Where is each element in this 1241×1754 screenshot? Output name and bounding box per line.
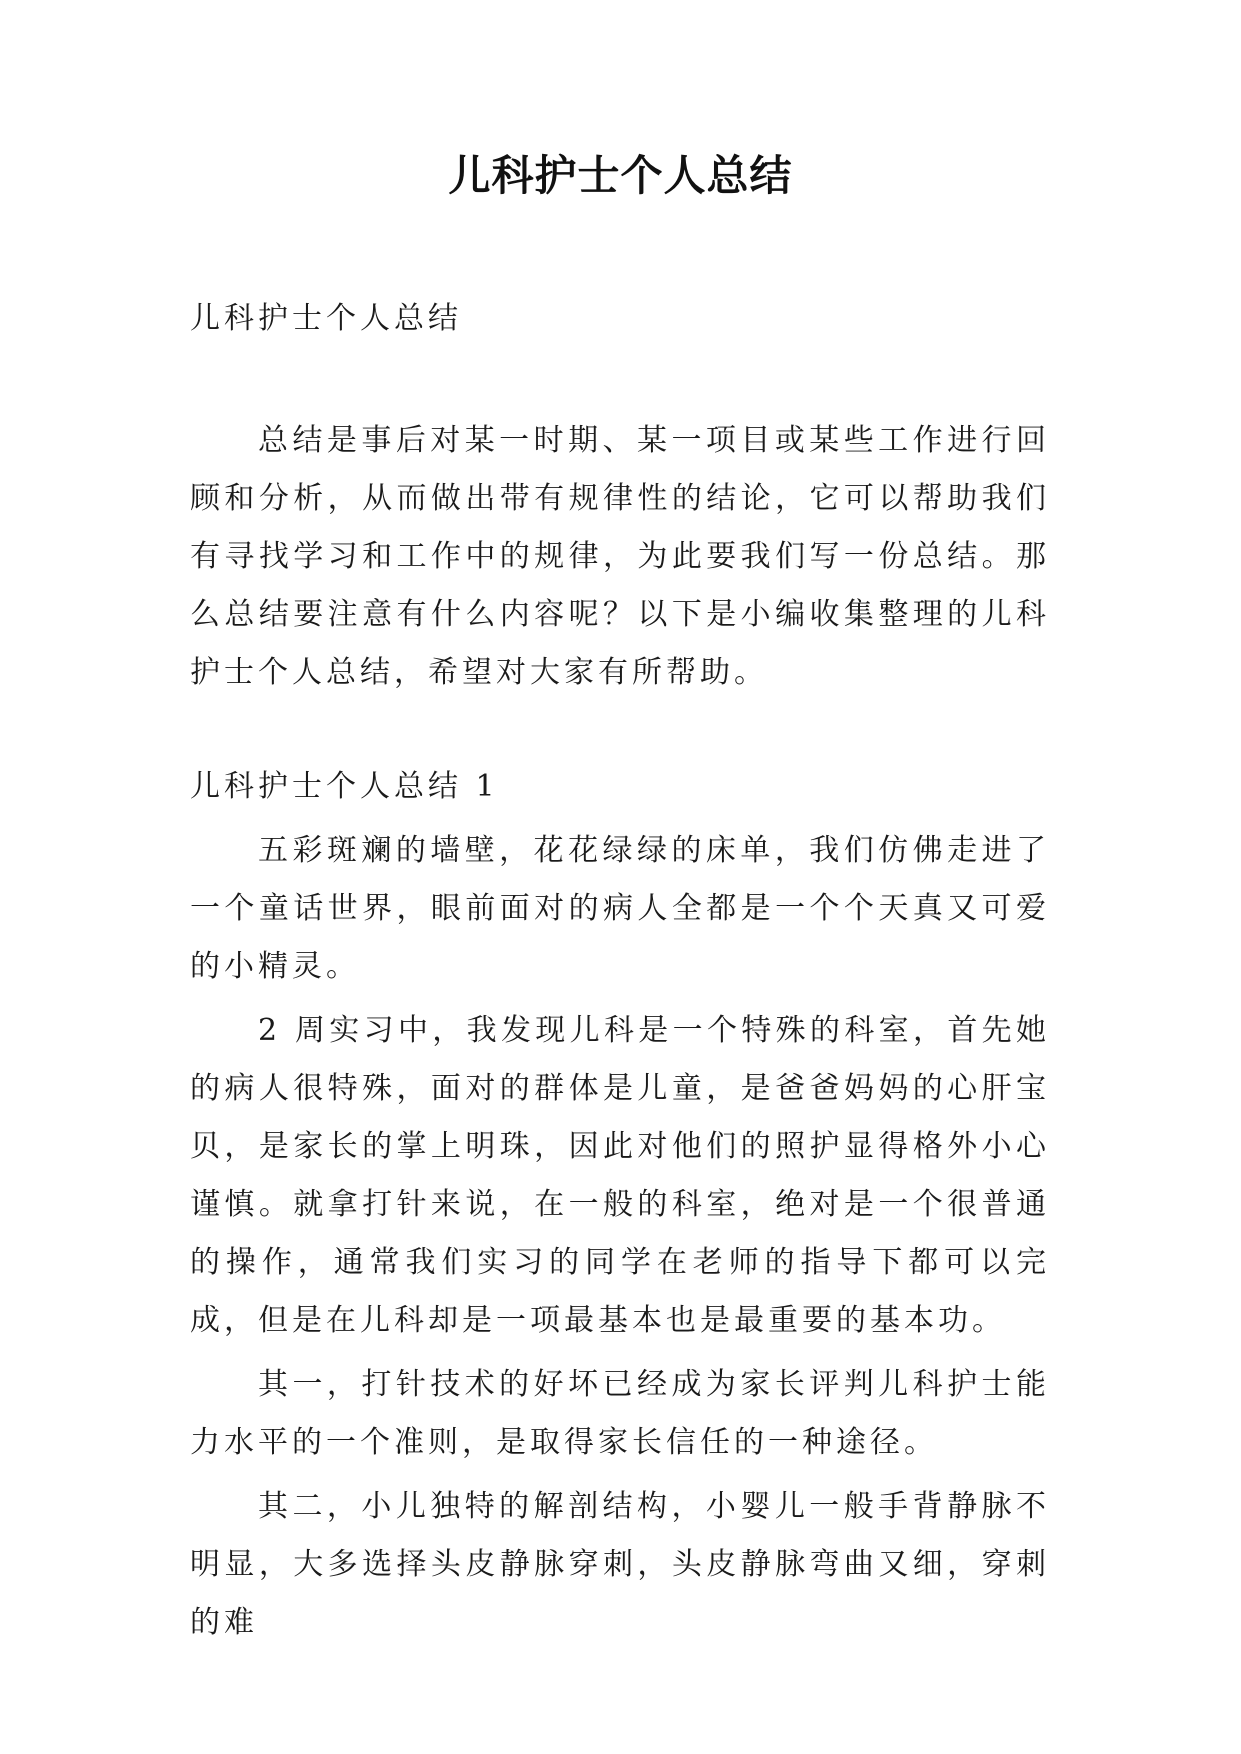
body-paragraph-1: 五彩斑斓的墙壁，花花绿绿的床单，我们仿佛走进了一个童话世界，眼前面对的病人全都是一个个天真又可爱的小精灵。 [190, 833, 1050, 984]
body-paragraph-4: 其二，小儿独特的解剖结构，小婴儿一般手背静脉不明显，大多选择头皮静脉穿刺，头皮静脉弯曲又细，穿刺的难 [190, 1489, 1050, 1640]
section-heading: 儿科护士个人总结 1 [190, 769, 499, 804]
document-subtitle: 儿科护士个人总结 [190, 301, 462, 336]
body-paragraph-3: 其一，打针技术的好坏已经成为家长评判儿科护士能力水平的一个准则，是取得家长信任的一种途径。 [190, 1367, 1050, 1460]
body-paragraph-2: 2 周实习中，我发现儿科是一个特殊的科室，首先她的病人很特殊，面对的群体是儿童，是爸爸妈妈的心肝宝贝，是家长的掌上明珠，因此对他们的照护显得格外小心谨慎。就拿打针来说，在一般的科室，绝对是一个很普通的操作，通常我们实习的同学在老师的指导下都可以完成，但是在儿科却是一项最基本也是最重要的基本功。 [190, 1013, 1050, 1338]
document-body [190, 290, 1050, 1652]
intro-paragraph: 总结是事后对某一时期、某一项目或某些工作进行回顾和分析，从而做出带有规律性的结论，它可以帮助我们有寻找学习和工作中的规律，为此要我们写一份总结。那么总结要注意有什么内容呢？以下是小编收集整理的儿科护士个人总结，希望对大家有所帮助。 [190, 423, 1050, 690]
document-title: 儿科护士个人总结 [448, 151, 793, 200]
